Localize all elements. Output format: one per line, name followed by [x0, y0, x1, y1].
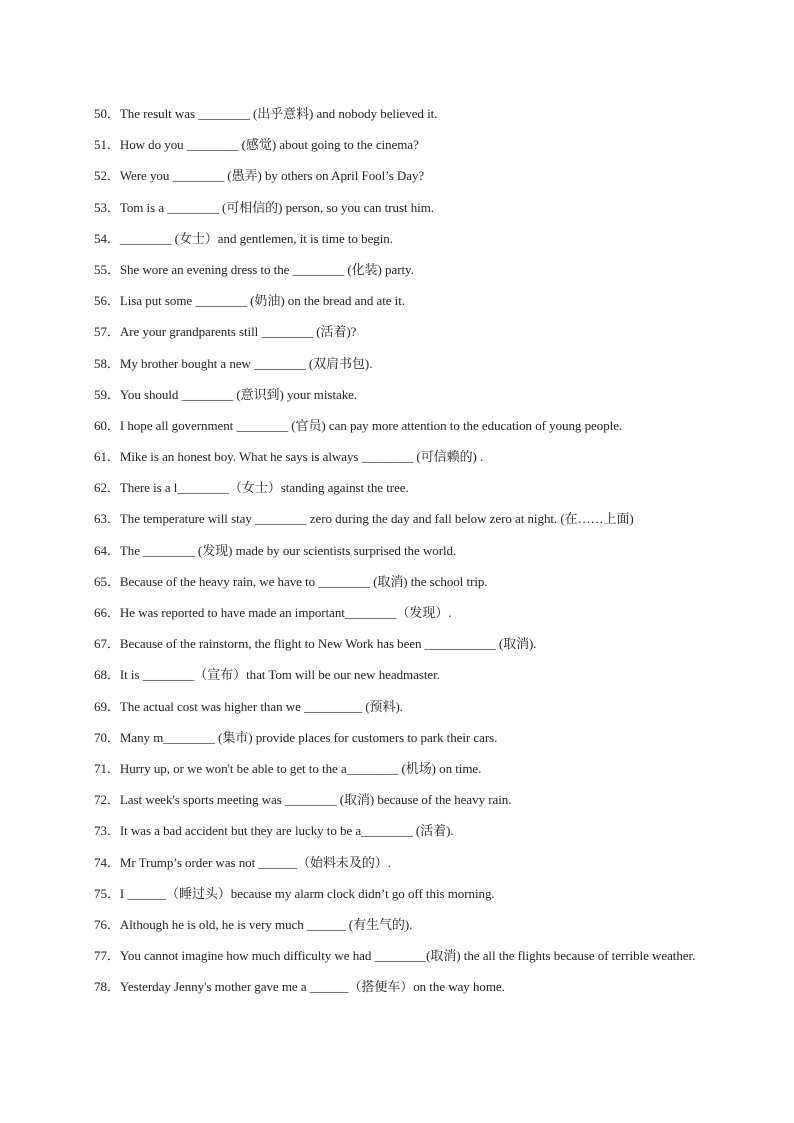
- question-number: 50．: [94, 106, 120, 121]
- question-item: [94, 410, 706, 441]
- question-number: 68．: [94, 667, 120, 683]
- question-text: You should ________ (意识到) your mistake.: [119, 386, 358, 402]
- question-item: [94, 160, 706, 191]
- question-text: He was reported to have made an important________（发现）.: [119, 605, 452, 620]
- question-number: 60．: [94, 417, 120, 433]
- question-number: 61．: [94, 449, 120, 465]
- question-number: 72．: [94, 792, 120, 808]
- question-number: 53．: [94, 199, 120, 215]
- question-number: 76．: [94, 916, 120, 932]
- question-number: 74．: [94, 854, 120, 870]
- question-item: [94, 348, 706, 379]
- question-text: How do you ________ (感觉) about going to the cinema?: [119, 137, 419, 153]
- question-text: Tom is a ________ (可相信的) person, so you can trust him.: [119, 199, 434, 215]
- question-item: [94, 847, 706, 878]
- question-text: Were you ________ (愚弄) by others on April Fool’s Day?: [119, 168, 425, 184]
- question-list: [94, 98, 706, 1003]
- question-text: Mr Trump’s order was not ______（始料未及的）.: [119, 854, 391, 870]
- question-number: 70．: [94, 729, 120, 745]
- question-item: [94, 971, 706, 1002]
- question-text: I hope all government ________ (官员) can pay more attention to the education of young people.: [119, 417, 623, 433]
- question-item: [94, 98, 706, 129]
- question-number: 54．: [94, 230, 120, 246]
- question-text: Last week's sports meeting was ________ (取消) because of the heavy rain.: [119, 792, 512, 808]
- question-item: [94, 940, 706, 971]
- question-text: The actual cost was higher than we _________ (预料).: [119, 698, 403, 714]
- question-text: Because of the rainstorm, the flight to New Work has been ___________ (取消).: [119, 636, 537, 652]
- question-text: It was a bad accident but they are lucky to be a________ (活着).: [119, 823, 454, 839]
- question-text: I ______（睡过头）because my alarm clock didn’t go off this morning.: [119, 885, 495, 901]
- question-number: 57．: [94, 324, 120, 340]
- question-text: Yesterday Jenny's mother gave me a ______（搭便车）on the way home.: [119, 979, 505, 995]
- question-item: [94, 815, 706, 846]
- question-text: Hurry up, or we won't be able to get to the a________ (机场) on time.: [119, 760, 482, 776]
- question-item: [94, 472, 706, 503]
- question-text: The result was ________ (出乎意料) and nobody believed it.: [119, 106, 438, 121]
- question-item: [94, 192, 706, 223]
- question-text: The ________ (发现) made by our scientists surprised the world.: [119, 542, 457, 558]
- question-number: 52．: [94, 168, 120, 184]
- question-text: It is ________（宣布）that Tom will be our new headmaster.: [119, 667, 440, 683]
- question-text: Mike is an honest boy. What he says is always ________ (可信赖的) .: [119, 449, 484, 465]
- question-item: [94, 503, 706, 534]
- question-number: 75．: [94, 885, 120, 901]
- question-number: 55．: [94, 261, 120, 277]
- question-number: 69．: [94, 698, 120, 714]
- question-item: [94, 535, 706, 566]
- question-text: There is a l________（女士）standing against the tree.: [119, 480, 409, 496]
- question-text: Lisa put some ________ (奶油) on the bread and ate it.: [119, 293, 405, 309]
- question-text: Although he is old, he is very much ______ (有生气的).: [119, 916, 413, 932]
- question-number: 58．: [94, 355, 120, 371]
- question-number: 71．: [94, 760, 120, 776]
- question-number: 59．: [94, 386, 120, 402]
- question-number: 65．: [94, 573, 120, 589]
- question-item: [94, 909, 706, 940]
- question-number: 62．: [94, 480, 120, 496]
- question-number: 77．: [94, 948, 120, 964]
- question-number: 78．: [94, 979, 120, 995]
- question-item: [94, 878, 706, 909]
- question-item: [94, 597, 706, 628]
- question-number: 67．: [94, 636, 120, 652]
- question-number: 56．: [94, 293, 120, 309]
- question-text: Are your grandparents still ________ (活着)?: [119, 324, 357, 340]
- question-item: [94, 285, 706, 316]
- question-text: You cannot imagine how much difficulty we had ________(取消) the all the flights because of terrible weather.: [119, 948, 696, 964]
- question-item: [94, 722, 706, 753]
- question-item: [94, 316, 706, 347]
- question-item: [94, 628, 706, 659]
- question-text: My brother bought a new ________ (双肩书包).: [119, 355, 373, 371]
- question-text: ________ (女士）and gentlemen, it is time to begin.: [119, 230, 393, 246]
- question-item: [94, 254, 706, 285]
- question-number: 73．: [94, 823, 120, 839]
- question-text: Many m________ (集市) provide places for customers to park their cars.: [119, 729, 498, 745]
- question-number: 51．: [94, 137, 120, 153]
- question-text: Because of the heavy rain, we have to ________ (取消) the school trip.: [119, 573, 488, 589]
- question-item: [94, 441, 706, 472]
- question-item: [94, 223, 706, 254]
- question-item: [94, 379, 706, 410]
- question-number: 64．: [94, 542, 120, 558]
- question-text: The temperature will stay ________ zero during the day and fall below zero at night. (在……上面): [119, 511, 634, 527]
- question-item: [94, 691, 706, 722]
- question-item: [94, 784, 706, 815]
- question-item: [94, 753, 706, 784]
- question-number: 63．: [94, 511, 120, 527]
- question-number: 66．: [94, 605, 120, 620]
- question-item: [94, 566, 706, 597]
- question-text: She wore an evening dress to the ________ (化装) party.: [119, 261, 414, 277]
- question-item: [94, 129, 706, 160]
- question-item: [94, 659, 706, 690]
